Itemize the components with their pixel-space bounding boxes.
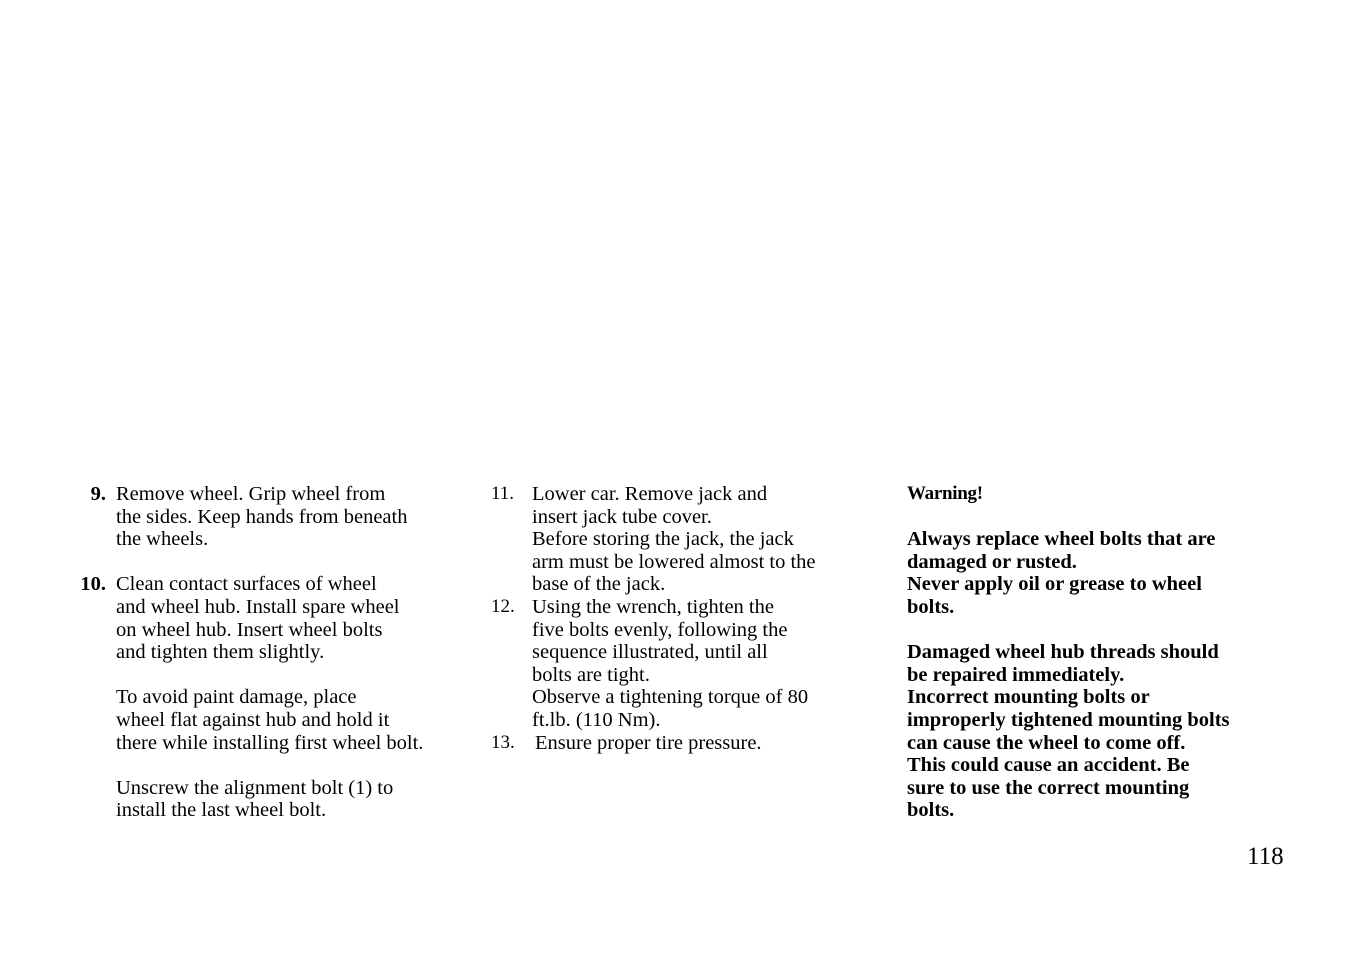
warning-line: can cause the wheel to come off.	[907, 731, 1186, 754]
step-10-line: and tighten them slightly.	[116, 641, 325, 664]
step-13-number: 13.	[491, 731, 515, 753]
warning-paragraph	[907, 528, 1287, 618]
step-9-line: Remove wheel. Grip wheel from	[116, 483, 386, 505]
step-11-number: 11.	[491, 483, 515, 504]
column-right-warning	[907, 483, 1287, 822]
step-9-line: the sides. Keep hands from beneath	[116, 505, 408, 528]
warning-line: Incorrect mounting bolts or	[907, 686, 1150, 709]
step-11-line: Before storing the jack, the jack	[532, 528, 794, 551]
step-10-number: 10.	[80, 573, 106, 596]
step-11-line: Lower car. Remove jack and	[532, 483, 768, 505]
step-11	[488, 483, 868, 596]
step-12	[488, 596, 868, 732]
page-number: 118	[1247, 843, 1284, 870]
warning-line: Never apply oil or grease to wheel	[907, 573, 1202, 596]
warning-line: bolts.	[907, 595, 955, 618]
warning-line: Always replace wheel bolts that are	[907, 528, 1216, 551]
warning-paragraph	[907, 641, 1287, 822]
warning-line: This could cause an accident. Be	[907, 754, 1190, 777]
warning-line: Damaged wheel hub threads should	[907, 641, 1219, 664]
step-13-line: Ensure proper tire pressure.	[535, 731, 762, 754]
step-11-line: base of the jack.	[532, 573, 666, 596]
step-10-line: Clean contact surfaces of wheel	[116, 573, 377, 596]
step-10-note-line: To avoid paint damage, place	[116, 686, 357, 709]
step-12-number: 12.	[491, 595, 515, 617]
warning-title: Warning!	[907, 483, 983, 504]
step-10-note-line: wheel flat against hub and hold it	[116, 708, 390, 731]
warning-line: bolts.	[907, 799, 955, 822]
step-12-line: bolts are tight.	[532, 663, 650, 686]
step-10-note-line: install the last wheel bolt.	[116, 799, 327, 822]
step-13	[488, 732, 868, 755]
warning-line: sure to use the correct mounting	[907, 776, 1190, 799]
step-11-line: arm must be lowered almost to the	[532, 550, 816, 573]
step-12-line: five bolts evenly, following the	[532, 618, 788, 641]
step-12-line: sequence illustrated, until all	[532, 641, 768, 664]
step-12-line: ft.lb. (110 Nm).	[532, 708, 661, 731]
warning-line: damaged or rusted.	[907, 550, 1077, 573]
step-12-line: Observe a tightening torque of 80	[532, 686, 809, 709]
step-10	[74, 573, 464, 822]
step-9-line: the wheels.	[116, 528, 209, 551]
column-left	[74, 483, 464, 822]
step-9-number: 9.	[90, 483, 106, 505]
step-12-line: Using the wrench, tighten the	[532, 595, 774, 618]
step-10-note-line: there while installing first wheel bolt.	[116, 731, 424, 754]
step-10-line: and wheel hub. Install spare wheel	[116, 595, 400, 618]
column-middle	[488, 483, 868, 754]
step-10-note-line: Unscrew the alignment bolt (1) to	[116, 776, 394, 799]
step-9	[74, 483, 464, 551]
warning-line: improperly tightened mounting bolts	[907, 708, 1230, 731]
step-11-line: insert jack tube cover.	[532, 505, 712, 528]
warning-line: be repaired immediately.	[907, 663, 1125, 686]
step-10-line: on wheel hub. Insert wheel bolts	[116, 618, 383, 641]
